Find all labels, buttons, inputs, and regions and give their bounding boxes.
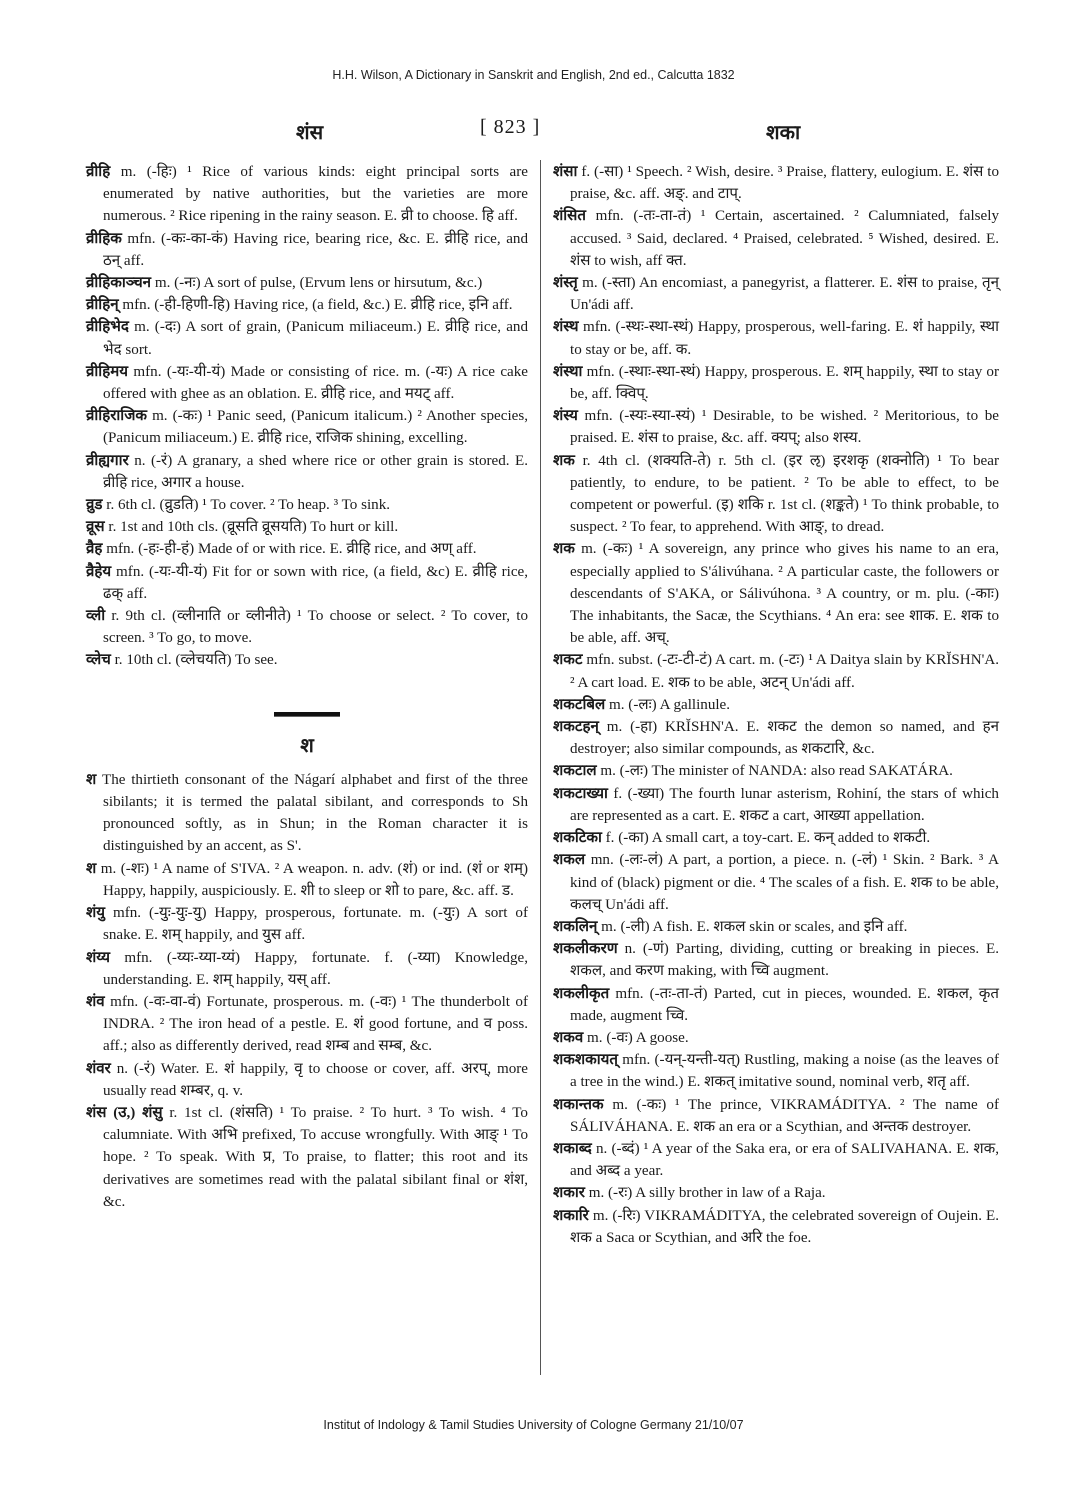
entry-headword: शंय्य [86, 949, 110, 966]
entry-headword: शंस्तृ [553, 275, 578, 292]
entry-headword: शकट [553, 652, 583, 669]
dictionary-entry [553, 694, 999, 716]
dictionary-entry [553, 916, 999, 938]
entry-definition: mfn. subst. (-टः-टी-टं) A cart. m. (-टः) ¹ A Daitya slain by KRĬSHN'A. ² A cart load. E. शक to be able, अटन् Un'ádi aff. [570, 652, 999, 691]
source-citation: H.H. Wilson, A Dictionary in Sanskrit and English, 2nd ed., Calcutta 1832 [332, 68, 735, 82]
entry-definition: mfn. (-यः-यी-यं) Made or consisting of rice. m. (-यः) A rice cake offered with ghee as an oblation. E. व्रीहि rice, and मयट् aff. [103, 363, 528, 403]
entry-definition: m. (-दः) A sort of grain, (Panicum miliaceum.) E. व्रीहि rice, and भेद sort. [103, 319, 529, 358]
entry-definition: mfn. (-तः-ता-तं) Parted, cut in pieces, wounded. E. शकल, कृत made, augment च्वि. [570, 985, 999, 1024]
entry-definition: m. (-कः) ¹ The prince, VIKRAMÁDITYA. ² The name of SÁLIVÁHANA. E. शक an era or a Scythian, and अन्तक destroyer. [570, 1096, 999, 1135]
dictionary-entry [553, 783, 999, 827]
dictionary-entry [553, 405, 999, 449]
entry-headword: शकल [553, 852, 586, 869]
entry-definition: mfn. (-य्यः-य्या-य्यं) Happy, fortunate. f. (-य्या) Knowledge, understanding. E. शम् happily, यस् aff. [103, 949, 528, 988]
entry-definition: r. 1st and 10th cls. (व्रूसति व्रूसयति) To hurt or kill. [108, 519, 399, 536]
entry-definition: mn. (-लः-लं) A part, a portion, a piece. n. (-लं) ¹ Skin. ² Bark. ³ A kind of (black) pigment or die. ⁴ The scales of a fish. E. शक to be able, कलच् Un'ádi aff. [570, 852, 999, 913]
entry-headword: शकलिन् [553, 918, 598, 935]
entry-definition: r. 9th cl. (व्लीनाति or व्लीनीते) ¹ To choose or select. ² To cover, to screen. ³ To go, to move. [103, 608, 528, 647]
entry-definition: m. (-ली) A fish. E. शकल skin or scales, and इनि aff. [601, 918, 908, 935]
dictionary-entry [553, 1182, 999, 1204]
dictionary-entry [553, 538, 999, 649]
entry-definition: m. (-शः) ¹ A name of S'IVA. ² A weapon. n. adv. (शं) or ind. (शं or शम्) Happy, happily, auspiciously. E. शी to sleep or शो to pare, &c. aff. ड. [100, 860, 528, 899]
dictionary-entry [86, 858, 528, 902]
column-divider [540, 160, 541, 1375]
entry-headword: शकटाल [553, 763, 597, 780]
entry-headword: शकटबिल [553, 696, 606, 713]
entry-definition: r. 4th cl. (शक्यति-ते) r. 5th cl. (इर ऌ) इरशकृ (शक्नोति) ¹ To bear patiently, to endure, to be patient. ² To be able to effect, to be competent or powerful. (इ) शकि r. 1st cl. (शङ्कते) ¹ To think probable, to suspect. ² To fear, to apprehend. With आङ्, to dread. [570, 452, 999, 536]
entry-headword: शंव [86, 993, 105, 1010]
entry-definition: f. (-सा) ¹ Speech. ² Wish, desire. ³ Praise, flattery, eulogium. E. शंस to praise, &c. aff. अङ्. and टाप्. [570, 164, 999, 203]
entry-headword: शंवर [86, 1060, 111, 1077]
entry-definition: n. (-ब्दं) ¹ A year of the Saka era, or era of SALIVAHANA. E. शक, and अब्द a year. [570, 1140, 999, 1180]
dictionary-entry [553, 161, 999, 205]
entry-headword: शंस्थ [553, 319, 579, 336]
entry-definition: f. (-का) A small cart, a toy-cart. E. कन् added to शकटी. [605, 830, 931, 847]
entry-definition: m. (-लः) A gallinule. [609, 696, 731, 713]
right-column [553, 161, 999, 1249]
dictionary-entry [553, 450, 999, 539]
dictionary-entry [86, 1058, 528, 1102]
running-head-left-word: शंस [296, 122, 324, 144]
dictionary-entry [86, 605, 528, 649]
entry-headword: श [86, 860, 97, 877]
dictionary-entry [86, 161, 528, 228]
dictionary-entry [86, 538, 528, 560]
dictionary-entry [86, 947, 528, 991]
entry-headword: शंस (उ,) शंसु [86, 1104, 163, 1121]
section-letter-heading: श [300, 734, 314, 757]
dictionary-entry [553, 849, 999, 916]
entry-headword: शकलीकृत [553, 985, 610, 1002]
entry-headword: शकलीकरण [553, 941, 618, 958]
entry-headword: शकान्तक [553, 1096, 604, 1113]
entry-definition: m. (-हिः) ¹ Rice of various kinds: eight principal sorts are enumerated by native authorities, but the varieties are more numerous. ² Rice ripening in the rainy season. E. व्री to choose. हि aff. [103, 164, 528, 225]
entry-definition: n. (-णं) Parting, dividing, cutting or breaking in pieces. E. शकल, and करण making, with च्वि augment. [570, 941, 999, 980]
dictionary-entry [86, 991, 528, 1058]
dictionary-entry [86, 561, 528, 605]
entry-headword: व्रीहिन् [86, 297, 119, 314]
entry-headword: शक [553, 541, 575, 558]
dictionary-entry [553, 827, 999, 849]
dictionary-entry [86, 294, 528, 316]
entry-headword: शंस्था [553, 363, 583, 380]
entry-headword: व्रीहिराजिक [86, 408, 148, 425]
dictionary-entry [553, 1205, 999, 1249]
entry-definition: mfn. (-स्थः-स्था-स्थं) Happy, prosperous, well-faring. E. शं happily, स्था to stay or be, aff. क. [570, 319, 1000, 358]
entry-definition: m. (-वः) A goose. [587, 1029, 689, 1046]
entry-definition: mfn. (-कः-का-कं) Having rice, bearing rice, &c. E. व्रीहि rice, and ठन् aff. [103, 230, 528, 269]
dictionary-entry [553, 316, 999, 360]
entry-definition: m. (-रिः) VIKRAMÁDITYA, the celebrated sovereign of Oujein. E. शक a Saca or Scythian, and अरि the foe. [570, 1207, 999, 1246]
entry-headword: शंस्य [553, 408, 578, 425]
dictionary-entry [86, 361, 528, 405]
dictionary-entry [553, 1049, 999, 1093]
left-entries-before-section [86, 161, 528, 672]
entry-definition: mfn. (-युः-युः-यु) Happy, prosperous, fortunate. m. (-युः) A sort of snake. E. शम् happily, and युस aff. [103, 905, 528, 944]
dictionary-entry [553, 1094, 999, 1138]
entry-definition: m. (-रः) A silly brother in law of a Raja. [588, 1185, 826, 1202]
dictionary-entry [86, 405, 528, 449]
entry-definition: n. (-रं) Water. E. शं happily, वृ to choose or cover, aff. अरप्, more usually read शम्बर, q. v. [103, 1060, 528, 1099]
page-number: [ 823 ] [480, 116, 541, 138]
entry-headword: शकटाख्या [553, 785, 608, 802]
dictionary-entry [553, 361, 999, 405]
entry-definition: n. (-रं) A granary, a shed where rice or other grain is stored. E. व्रीहि rice, अगार a house. [103, 452, 528, 491]
entry-headword: शकशकायत् [553, 1052, 618, 1069]
dictionary-entry [86, 450, 528, 494]
dictionary-entry [86, 902, 528, 946]
entry-definition: mfn. (-स्यः-स्या-स्यं) ¹ Desirable, to be wished. ² Meritorious, to be praised. E. शंस to praise, &c. aff. क्यप्; also शस्य. [570, 408, 999, 447]
entry-headword: व्रूस [86, 519, 105, 536]
entry-headword: शंयु [86, 905, 106, 922]
left-column [86, 161, 528, 1213]
running-head-right-word: शका [766, 122, 801, 144]
entry-definition: mfn. (-हः-ही-हं) Made of or with rice. E. व्रीहि rice, and अण् aff. [106, 541, 477, 558]
dictionary-entry [86, 1102, 528, 1213]
dictionary-entry [553, 983, 999, 1027]
right-entries [553, 161, 999, 1249]
dictionary-entry [86, 228, 528, 272]
dictionary-entry [553, 1027, 999, 1049]
left-entries-after-section [86, 769, 528, 1213]
entry-headword: शक [553, 452, 575, 469]
entry-headword: श [86, 771, 97, 788]
entry-headword: व्ली [86, 608, 106, 625]
entry-definition: mfn. (-यन्-यन्ती-यत्) Rustling, making a noise (as the leaves of a tree in the wind.) E. शकत् imitative sound, nominal verb, शतृ aff. [570, 1052, 999, 1091]
dictionary-entry [86, 494, 528, 516]
dictionary-entry [86, 769, 528, 858]
entry-definition: r. 6th cl. (व्रुडति) ¹ To cover. ² To heap. ³ To sink. [106, 497, 391, 514]
dictionary-entry [553, 1138, 999, 1182]
entry-headword: व्लेच [86, 652, 111, 669]
footer-attribution: Institut of Indology & Tamil Studies University of Cologne Germany 21/10/07 [323, 1418, 744, 1432]
entry-headword: शकटिका [553, 830, 602, 847]
dictionary-entry [553, 760, 999, 782]
entry-headword: व्रुड [86, 497, 103, 514]
entry-definition: mfn. (-वः-वा-वं) Fortunate, prosperous. m. (-वः) ¹ The thunderbolt of INDRA. ² The iron head of a pestle. E. शं good fortune, and व poss. aff.; also as differently derived, read शम्ब and सम्ब, &c. [103, 993, 528, 1055]
dictionary-entry [553, 938, 999, 982]
entry-headword: शकार [553, 1185, 585, 1202]
entry-headword: शकटहन् [553, 719, 599, 736]
section-divider-rule [274, 712, 340, 717]
running-head [0, 118, 1067, 148]
entry-definition: f. (-ख्या) The fourth lunar asterism, Rohiní, the stars of which are represented as a cart. E. शकट a cart, आख्या appellation. [570, 785, 999, 824]
dictionary-entry [553, 649, 999, 693]
entry-definition: mfn. (-ही-हिणी-हि) Having rice, (a field, &c.) E. व्रीहि rice, इनि aff. [122, 297, 513, 314]
entry-headword: शकारि [553, 1207, 589, 1224]
entry-definition: r. 1st cl. (शंसति) ¹ To praise. ² To hurt. ³ To wish. ⁴ To calumniate. With अभि prefixed, To accuse wrongfully. With आङ् ¹ To hope. ² To speak. With प्र, To praise, to flatter; this root and its derivatives are sometimes read with the palatal sibilant final or शंश, &c. [103, 1104, 528, 1210]
entry-definition: The thirtieth consonant of the Nágarí alphabet and first of the three sibilants; it is termed the palatal sibilant, and corresponds to Sh pronounced softly, as in Shun; in the Roman character it is distinguished by an accent, as S'. [102, 771, 528, 855]
entry-definition: m. (-कः) ¹ Panic seed, (Panicum italicum.) ² Another species, (Panicum miliaceum.) E. व्रीहि rice, राजिक shining, excelling. [103, 408, 528, 447]
entry-headword: शकाब्द [553, 1140, 592, 1157]
entry-definition: r. 10th cl. (व्लेचयति) To see. [114, 652, 278, 669]
entry-definition: mfn. (-यः-यी-यं) Fit for or sown with rice, (a field, &c) E. व्रीहि rice, ढक् aff. [103, 563, 529, 602]
entry-headword: व्रीहिक [86, 230, 122, 247]
entry-definition: m. (-हा) KRĬSHN'A. E. शकट the demon so named, and हन destroyer; also similar compounds, as शकटारि, &c. [570, 719, 999, 758]
entry-headword: व्रीहिमय [86, 363, 129, 380]
dictionary-entry [86, 516, 528, 538]
dictionary-entry [86, 272, 528, 294]
entry-headword: व्रीह्यगार [86, 452, 129, 469]
entry-headword: व्रैहेय [86, 563, 112, 580]
entry-definition: mfn. (-तः-ता-तं) ¹ Certain, ascertained. ² Calumniated, falsely accused. ³ Said, declared. ⁴ Praised, celebrated. ⁵ Wished, desired. E. शंस to wish, aff क्त. [570, 208, 999, 269]
entry-headword: व्रीहि [86, 164, 111, 180]
entry-definition: m. (-स्ता) An encomiast, a panegyrist, a flatterer. E. शंस to praise, तृन् Un'ádi aff. [570, 275, 1000, 314]
entry-headword: व्रीहिभेद [86, 319, 129, 336]
entry-headword: शकव [553, 1029, 584, 1046]
entry-headword: व्रीहिकाञ्चन [86, 275, 152, 292]
dictionary-entry [553, 272, 999, 316]
dictionary-entry [553, 716, 999, 760]
entry-headword: व्रैह [86, 541, 103, 558]
entry-definition: m. (-लः) The minister of NANDA: also read SAKATÁRA. [600, 763, 953, 780]
entry-headword: शंसा [553, 164, 578, 180]
entry-headword: शंसित [553, 208, 586, 225]
dictionary-entry [86, 316, 528, 360]
entry-definition: m. (-कः) ¹ A sovereign, any prince who gives his name to an era, especially applied to S'álivúhana. ² A particular caste, the followers or descendants of S'AKA, or Sálivúhona. ³ A country, or m. plu. (-काः) The inhabitants, the Sacæ, the Scythians. ⁴ An era: see शाक. E. शक to be able, aff. अच्. [570, 541, 999, 647]
entry-definition: m. (-नः) A sort of pulse, (Ervum lens or hirsutum, &c.) [154, 275, 483, 292]
dictionary-entry [553, 205, 999, 272]
dictionary-entry [86, 649, 528, 671]
entry-definition: mfn. (-स्थाः-स्था-स्थं) Happy, prosperous. E. शम् happily, स्था to stay or be, aff. क्विप्. [570, 363, 1000, 403]
